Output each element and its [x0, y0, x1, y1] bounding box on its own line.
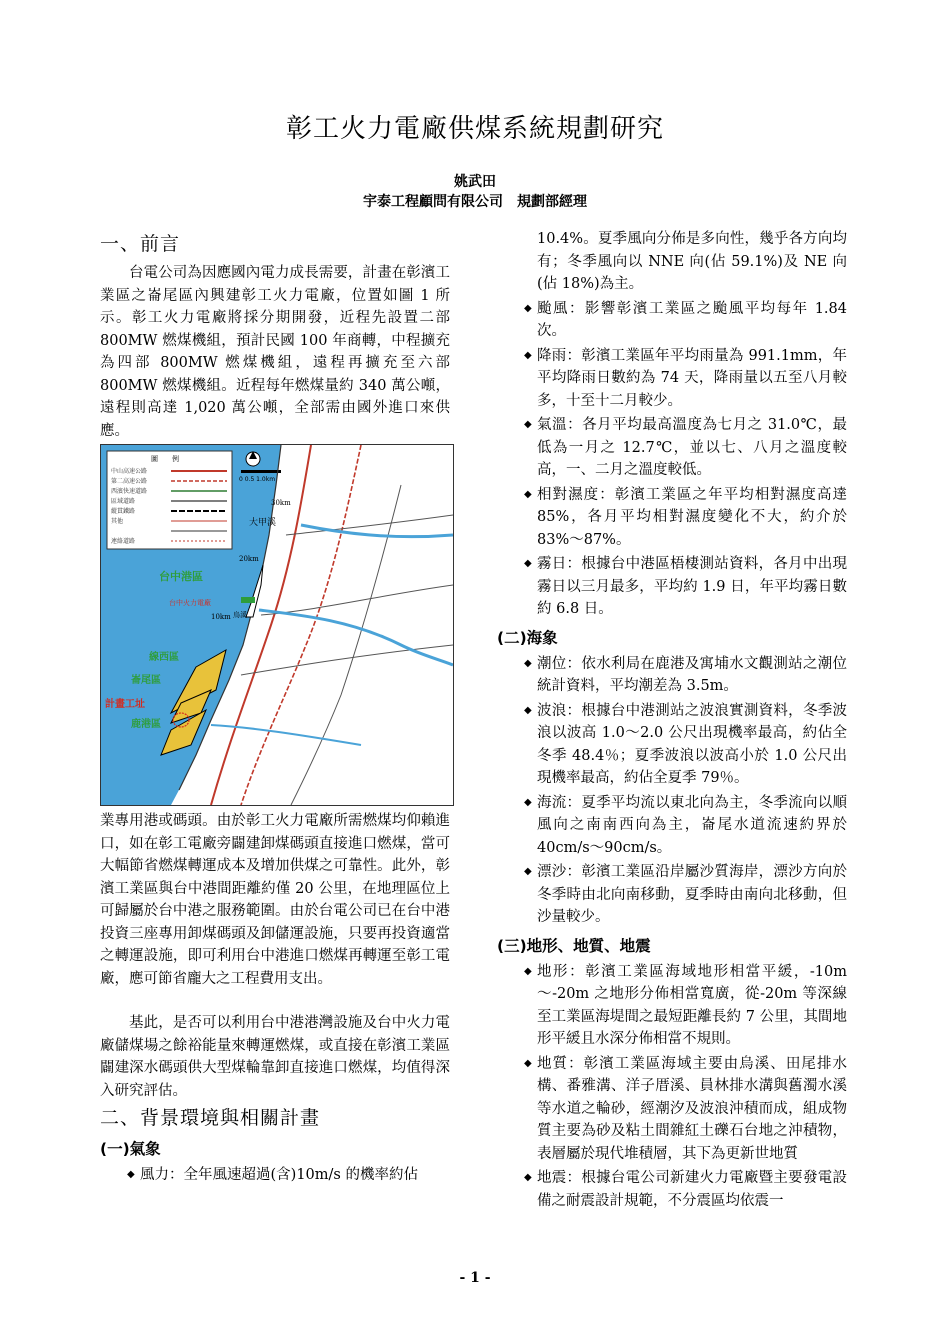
- list-item: ◆ 波浪：根據台中港測站之波浪實測資料，冬季波浪以波高 1.0～2.0 公尺出現機率最高，約佔全冬季 48.4％；夏季波浪以波高小於 1.0 公尺出現機率最高，約佔全夏季 79％。: [497, 700, 847, 790]
- label-lunwei-zone: 崙尾區: [131, 675, 161, 686]
- intro-paragraph-2: 業專用港或碼頭。由於彰工火力電廠所需燃煤均仰賴進口，如在彰工電廠旁闢建卸煤碼頭直接進口燃煤，當可大幅節省燃煤轉運成本及增加供煤之可靠性。此外，彰濱工業區與台中港間距離約僅 20 公里，在地理區位上可歸屬於台中港之服務範圍。由於台電公司已在台中港投資三座專用卸煤碼頭及卸儲運設施，只要再投資適當之轉運設施，即可利用台中港進口燃煤再轉運至彰工電廠，應可節省龐大之工程費用支出。: [100, 813, 450, 987]
- bullet-diamond-icon: ◆: [524, 349, 532, 361]
- bullet-diamond-icon: ◆: [524, 796, 532, 808]
- bullet-diamond-icon: ◆: [524, 558, 532, 569]
- legend-item: 區域道路: [111, 498, 136, 505]
- intro-paragraph-3: 基此，是否可以利用台中港港灣設施及台中火力電廠儲煤場之餘裕能量來轉運燃煤，或直接在彰濱工業區闢建深水碼頭供大型煤輪靠卸直接進口燃煤，均值得深入研究評估。: [100, 1015, 450, 1099]
- list-item: ◆ 霧日：根據台中港區梧棲測站資料，各月中出現霧日以三月最多，平均約 1.9 日，年平均霧日數約 6.8 日。: [497, 553, 847, 621]
- location-map-figure: [100, 444, 454, 806]
- list-item: ◆ 地形：彰濱工業區海域地形相當平緩，-10m～-20m 之地形分佈相當寬廣，從-20m 等深線至工業區海堤間之最短距離長約 7 公里，其間地形平緩且水深分佈相當不規則。: [497, 961, 847, 1051]
- author-block: [0, 172, 950, 212]
- location-map: [101, 445, 453, 805]
- label-taichung-port: 台中港區: [159, 570, 203, 583]
- right-column: [497, 228, 847, 1214]
- left-column: [100, 230, 450, 1189]
- list-item: ◆ 潮位：依水利局在鹿港及寓埔水文觀測站之潮位統計資料，平均潮差為 3.5m。: [497, 653, 847, 698]
- label-dajia-river: 大甲溪: [249, 518, 277, 528]
- section-heading-intro: 一、前言: [100, 233, 181, 255]
- label-xianxi-zone: 線西區: [149, 652, 179, 663]
- list-item: ◆ 相對濕度：彰濱工業區之年平均相對濕度高達 85%，各月平均相對濕度變化不大，約介於 83%～87%。: [497, 484, 847, 552]
- bullet-diamond-icon: ◆: [524, 302, 532, 314]
- intro-paragraph-1: 台電公司為因應國內電力成長需要，計畫在彰濱工業區之崙尾區內興建彰工火力電廠，位置如圖 1 所示。彰工火力電廠將採分期開發，近程先設置二部 800MW 燃煤機組，預計民國 100 年商轉，中程擴充為四部 800MW 燃煤機組，遠程再擴充至六部 800MW 燃煤機組。近程每年燃煤量約 340 萬公噸，遠程則高達 1,020 萬公噸，全部需由國外進口來供應。: [100, 265, 450, 439]
- weather-list-continued: [497, 228, 847, 621]
- weather-list: [100, 1164, 450, 1187]
- list-item: ◆ 風力：全年風速超過(含)10m/s 的機率約佔: [100, 1164, 450, 1187]
- list-item: ◆ 海流：夏季平均流以東北向為主，冬季流向以順風向之南南西向為主，崙尾水道流速約界於 40cm/s～90cm/s。: [497, 792, 847, 860]
- author-name: 姚武田: [454, 174, 496, 190]
- list-item: ◆ 漂沙：彰濱工業區沿岸屬沙質海岸，漂沙方向於冬季時由北向南移動，夏季時由南向北移動，但沙量較少。: [497, 861, 847, 929]
- list-item: ◆ 地質：彰濱工業區海域主要由烏溪、田尾排水構、番雅溝、洋子厝溪、員林排水溝與舊濁水溪等水道之輪砂，經潮汐及波浪沖積而成，組成物質主要為砂及粘土間雜紅土礫石台地之沖積物，表層屬於現代堆積層，其下為更新世地質: [497, 1053, 847, 1166]
- bullet-diamond-icon: ◆: [524, 965, 532, 977]
- author-affiliation: 宇泰工程顧問有限公司 規劃部經理: [363, 194, 587, 210]
- list-item: ◆ 颱風：影響彰濱工業區之颱風平均每年 1.84 次。: [497, 298, 847, 343]
- bullet-diamond-icon: ◆: [127, 1169, 135, 1180]
- legend-item: 第二高速公路: [111, 478, 148, 485]
- marker-30km: 30km: [271, 499, 291, 507]
- geology-list: [497, 961, 847, 1213]
- label-power-plant: 台中火力電廠: [169, 599, 211, 607]
- section-heading-background: 二、背景環境與相關計畫: [100, 1107, 321, 1129]
- page-number: - 1 -: [459, 1270, 491, 1286]
- marker-20km: 20km: [239, 555, 259, 563]
- list-item: ◆ 地震：根據台電公司新建火力電廠暨主要發電設備之耐震設計規範，不分震區均依震一: [497, 1167, 847, 1212]
- label-wu-river: 烏溪: [233, 611, 247, 619]
- legend-item: 西濱快速道路: [111, 488, 148, 495]
- legend-title: 圖 例: [151, 455, 179, 463]
- bullet-diamond-icon: ◆: [524, 1172, 532, 1183]
- list-item: ◆ 氣溫：各月平均最高溫度為七月之 31.0℃，最低為一月之 12.7℃，並以七、八月之溫度較高，一、二月之溫度較低。: [497, 414, 847, 482]
- subsection-heading-geology: (三)地形、地質、地震: [497, 936, 651, 955]
- legend-item: 縱貫鐵路: [111, 508, 136, 515]
- subsection-heading-sea: (二)海象: [497, 628, 558, 647]
- bullet-diamond-icon: ◆: [524, 419, 532, 430]
- bullet-diamond-icon: ◆: [524, 488, 532, 500]
- legend-item: 中山高速公路: [111, 468, 148, 475]
- bullet-diamond-icon: ◆: [524, 657, 532, 669]
- legend-item: 連絡道路: [111, 538, 136, 545]
- bullet-diamond-icon: ◆: [524, 704, 532, 716]
- scale-label: 0 0.5 1.0km: [239, 476, 276, 483]
- bullet-diamond-icon: ◆: [524, 1057, 532, 1069]
- bullet-diamond-icon: ◆: [524, 866, 532, 877]
- list-item: ◆ 降雨：彰濱工業區年平均雨量為 991.1mm，年平均降雨日數約為 74 天，降雨量以五至八月較多，十至十二月較少。: [497, 345, 847, 413]
- label-project-site: 計畫工址: [105, 699, 145, 710]
- subsection-heading-weather: (一)氣象: [100, 1140, 161, 1158]
- sea-list: [497, 653, 847, 929]
- legend-item: 其他: [111, 518, 124, 525]
- list-item: 10.4%。夏季風向分佈是多向性，幾乎各方向均有；冬季風向以 NNE 向(佔 59.1%)及 NE 向(佔 18%)為主。: [537, 231, 847, 292]
- label-lukang-zone: 鹿港區: [131, 719, 161, 730]
- page-title: 彰工火力電廠供煤系統規劃研究: [285, 114, 664, 144]
- marker-10km: 10km: [211, 613, 231, 621]
